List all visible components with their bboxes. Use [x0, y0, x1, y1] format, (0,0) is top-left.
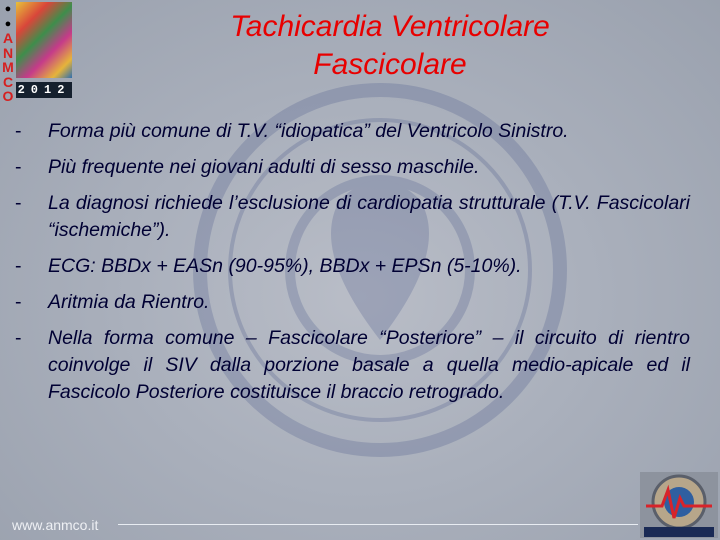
title-line-1: Tachicardia Ventricolare	[230, 10, 550, 43]
logo-letter: N	[2, 44, 14, 61]
logo-letter: C	[2, 73, 14, 90]
bullet-item: - Aritmia da Rientro.	[15, 289, 690, 316]
bullet-item: - ECG: BBDx + EASn (90-95%), BBDx + EPSn (5-10%).	[15, 253, 690, 280]
bullet-item: - La diagnosi richiede l’esclusione di cardiopatia strutturale (T.V. Fascicolari “ischemiche”).	[15, 190, 690, 244]
logo-artwork	[16, 2, 72, 78]
logo-dot-icon: ●	[4, 3, 12, 15]
logo-letters	[1, 2, 15, 104]
logo-year: 2012	[17, 83, 71, 97]
bullet-item: - Forma più comune di T.V. “idiopatica” del Ventricolo Sinistro.	[15, 118, 690, 145]
bullet-item: - Nella forma comune – Fascicolare “Posteriore” – il circuito di rientro coinvolge il SIV dalla porzione basale a quella medio-apicale ed il Fascicolo Posteriore costituisce il braccio retrogrado.	[15, 325, 690, 406]
footer-url: www.anmco.it	[12, 517, 99, 533]
anmco-logo	[0, 0, 72, 104]
footer-divider	[118, 524, 638, 525]
logo-letter: A	[2, 30, 14, 46]
slide-title	[80, 8, 700, 84]
logo-letter: O	[2, 88, 14, 104]
logo-dot-icon: ●	[4, 17, 12, 30]
heart-ecg-seal-icon	[640, 472, 718, 538]
bullet-item: - Più frequente nei giovani adulti di sesso maschile.	[15, 154, 690, 181]
bullet-list	[15, 118, 690, 415]
logo-letter: M	[2, 59, 14, 75]
title-line-2: Fascicolare	[313, 48, 467, 81]
